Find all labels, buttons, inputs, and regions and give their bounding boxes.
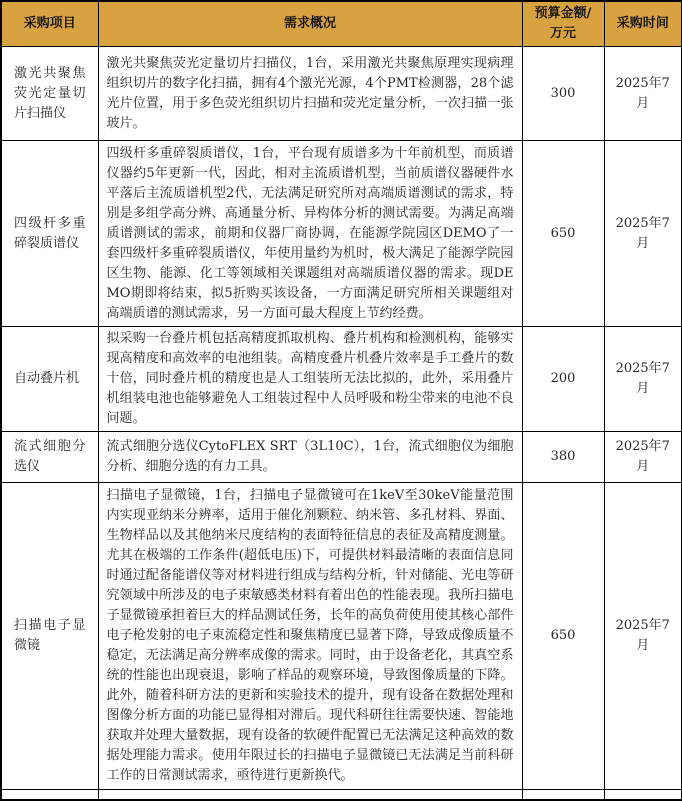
col-header-budget: 预算金额/万元 (522, 1, 604, 47)
table-row (1, 141, 682, 327)
item-budget: 300 (522, 47, 604, 141)
item-name: 四级杆多重碎裂质谱仪 (1, 141, 98, 327)
table-row-partial (1, 790, 682, 800)
item-description: 四级杆多重碎裂质谱仪，1台，平台现有质谱多为十年前机型，而质谱仪器约5年更新一代，因此，相对主流质谱机型，当前质谱仪器硬件水平落后主流质谱机型2代，无法满足研究所对高端质谱测试的需求，特别是多组学高分辨、高通量分析、异构体分析的测试需要。为满足高端质谱测试的需求，前期和仪器厂商协调，在能源学院园区DEMO了一套四级杆多重碎裂质谱仪，年使用量约为机时，极大满足了能源学院园区生物、能源、化工等领域相关课题组对高端质谱仪器的需求。现DEMO期即将结束，拟5折购买该设备，一方面满足研究所相关课题组对高端质谱的测试需求，另一方面可最大程度上节约经费。 (98, 141, 522, 327)
item-description: 激光共聚焦荧光定量切片扫描仪，1台，采用激光共聚焦原理实现病理组织切片的数字化扫描，拥有4个激光光源，4个PMT检测器，28个滤光片位置，用于多色荧光组织切片扫描和荧光定量分析，一次扫描一张玻片。 (98, 47, 522, 141)
item-budget: 380 (522, 432, 604, 483)
table-header-row (1, 1, 682, 47)
item-name: 激光共聚焦荧光定量切片扫描仪 (1, 47, 98, 141)
table-row (1, 327, 682, 432)
empty-cell (522, 790, 604, 800)
empty-cell (1, 790, 98, 800)
item-name: 自动叠片机 (1, 327, 98, 432)
table-row (1, 432, 682, 483)
empty-cell (604, 790, 682, 800)
table-row (1, 483, 682, 790)
table-row (1, 47, 682, 141)
item-time: 2025年7月 (604, 327, 682, 432)
item-budget: 200 (522, 327, 604, 432)
col-header-description: 需求概况 (98, 1, 522, 47)
item-budget: 650 (522, 141, 604, 327)
item-name: 扫描电子显微镜 (1, 483, 98, 790)
col-header-item: 采购项目 (1, 1, 98, 47)
item-time: 2025年7月 (604, 47, 682, 141)
item-time: 2025年7月 (604, 483, 682, 790)
item-description: 拟采购一台叠片机包括高精度抓取机构、叠片机构和检测机构，能够实现高精度和高效率的电池组装。高精度叠片机叠片效率是手工叠片的数十倍，同时叠片机的精度也是人工组装所无法比拟的，此外，采用叠片机组装电池也能够避免人工组装过程中人员呼吸和粉尘带来的电池不良问题。 (98, 327, 522, 432)
empty-cell (98, 790, 522, 800)
item-time: 2025年7月 (604, 432, 682, 483)
item-description: 扫描电子显微镜，1台，扫描电子显微镜可在1keV至30keV能量范围内实现亚纳米分辨率，适用于催化剂颗粒、纳米管、多孔材料、界面、生物样品以及其他纳米尺度结构的表面特征信息的表征及高精度测量。尤其在极端的工作条件(超低电压)下，可提供材料最清晰的表面信息同时通过配备能谱仪等对材料进行组成与结构分析，针对储能、光电等研究领域中所涉及的电子束敏感类材料有着出色的性能表现。我所扫描电子显微镜承担着巨大的样品测试任务，长年的高负荷使用使其核心部件电子枪发射的电子束流稳定性和聚焦精度已显著下降，导致成像质量不稳定，无法满足高分辨率成像的需求。同时，由于设备老化，其真空系统的性能也出现衰退，影响了样品的观察环境，导致图像质量的下降。此外，随着科研方法的更新和实验技术的提升，现有设备在数据处理和图像分析方面的功能已显得相对滞后。现代科研往往需要快速、智能地获取并处理大量数据，现有设备的软硬件配置已无法满足这种高效的数据处理能力需求。使用年限过长的扫描电子显微镜已无法满足当前科研工作的日常测试需求，亟待进行更新换代。 (98, 483, 522, 790)
item-description: 流式细胞分选仪CytoFLEX SRT（3L10C），1台，流式细胞仪为细胞分析、细胞分选的有力工具。 (98, 432, 522, 483)
item-name: 流式细胞分选仪 (1, 432, 98, 483)
item-budget: 650 (522, 483, 604, 790)
col-header-time: 采购时间 (604, 1, 682, 47)
item-time: 2025年7月 (604, 141, 682, 327)
